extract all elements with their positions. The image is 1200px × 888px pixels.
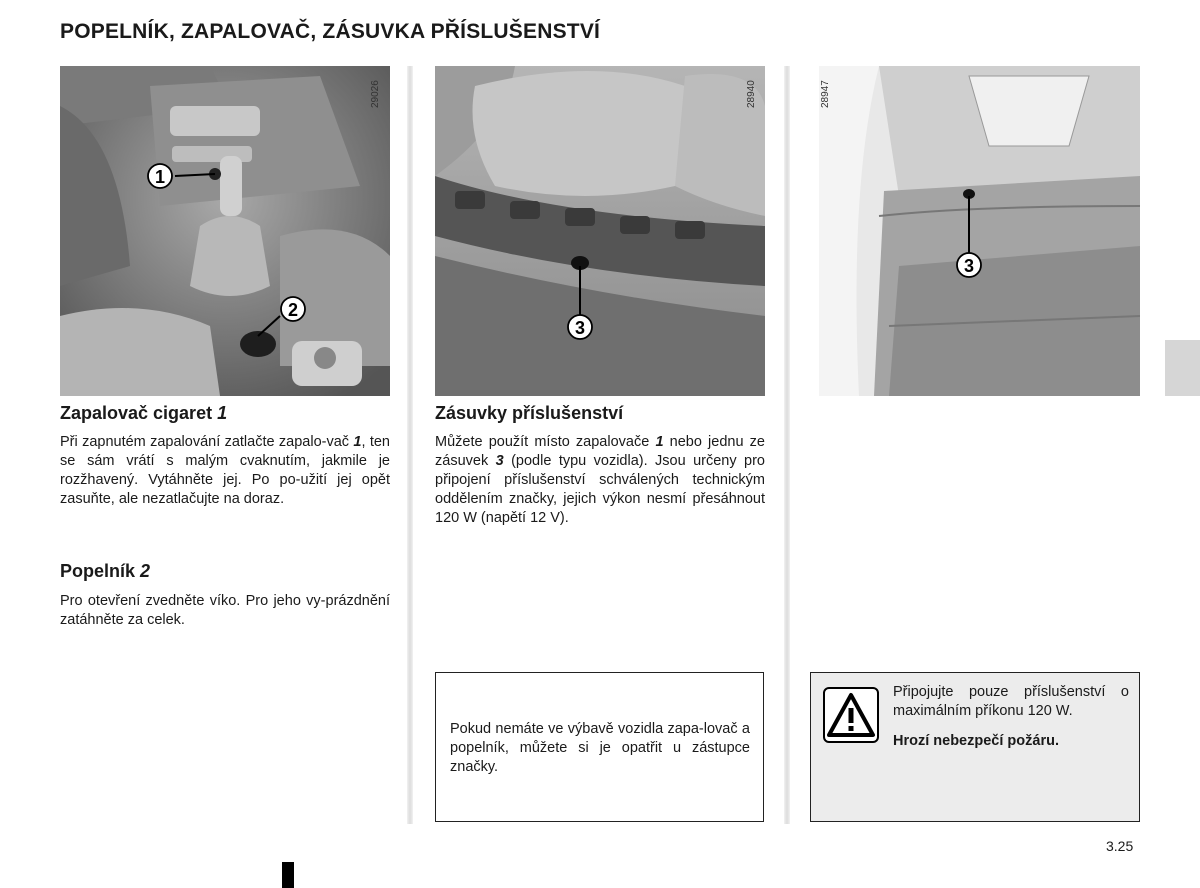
callout-overlay xyxy=(60,66,390,396)
photo-reference-code: 28940 xyxy=(746,80,757,108)
callout-overlay xyxy=(435,66,765,396)
sockets-text: Můžete použít místo zapalovače 1 nebo jednu ze zásuvek 3 (podle typu vozidla). Jsou určeny pro připojení příslušenství schválených technickým oddělením značky, jejich výkon nesmí přesáhnout 120 W (napětí 12 V). xyxy=(435,434,765,526)
chapter-tab xyxy=(1165,340,1200,396)
section-heading-ashtray: Popelník 2 xyxy=(60,561,151,581)
section-heading-lighter: Zapalovač cigaret 1 xyxy=(60,403,228,423)
crop-mark xyxy=(282,862,294,888)
photo-reference-code: 28947 xyxy=(820,80,831,108)
warning-text: Připojujte pouze příslušenství o maximálním příkonu 120 W. xyxy=(893,684,1129,719)
callout-1: 1 xyxy=(154,167,166,187)
warning-box xyxy=(810,672,1140,822)
callout-2: 2 xyxy=(287,300,299,320)
photo-reference-code: 29026 xyxy=(370,80,381,108)
note-box xyxy=(435,672,764,822)
note-text: Pokud nemáte ve výbavě vozidla zapa-lovač a popelník, můžete si je opatřit u zástupce značky. xyxy=(450,721,750,775)
lighter-text: Při zapnutém zapalování zatlačte zapalo-vač 1, ten se sám vrátí s malým cvaknutím, jakmile je rozžhavený. Vytáhněte jej. Po po-užití jej opět zasuňte, ale nezatlačujte na doraz. xyxy=(60,434,390,507)
section-heading-sockets: Zásuvky příslušenství xyxy=(435,403,624,423)
column-separator xyxy=(784,66,790,824)
callout-overlay xyxy=(819,66,1140,396)
callout-3: 3 xyxy=(574,318,586,338)
warning-triangle-icon xyxy=(823,687,879,743)
warning-danger: Hrozí nebezpečí požáru. xyxy=(893,733,1059,749)
callout-3: 3 xyxy=(963,256,975,276)
page-title: POPELNÍK, ZAPALOVAČ, ZÁSUVKA PŘÍSLUŠENSTVÍ xyxy=(60,20,601,43)
ashtray-text: Pro otevření zvedněte víko. Pro jeho vy-prázdnění zatáhněte za celek. xyxy=(60,593,390,628)
column-separator xyxy=(407,66,413,824)
page-number: 3.25 xyxy=(1106,838,1134,854)
